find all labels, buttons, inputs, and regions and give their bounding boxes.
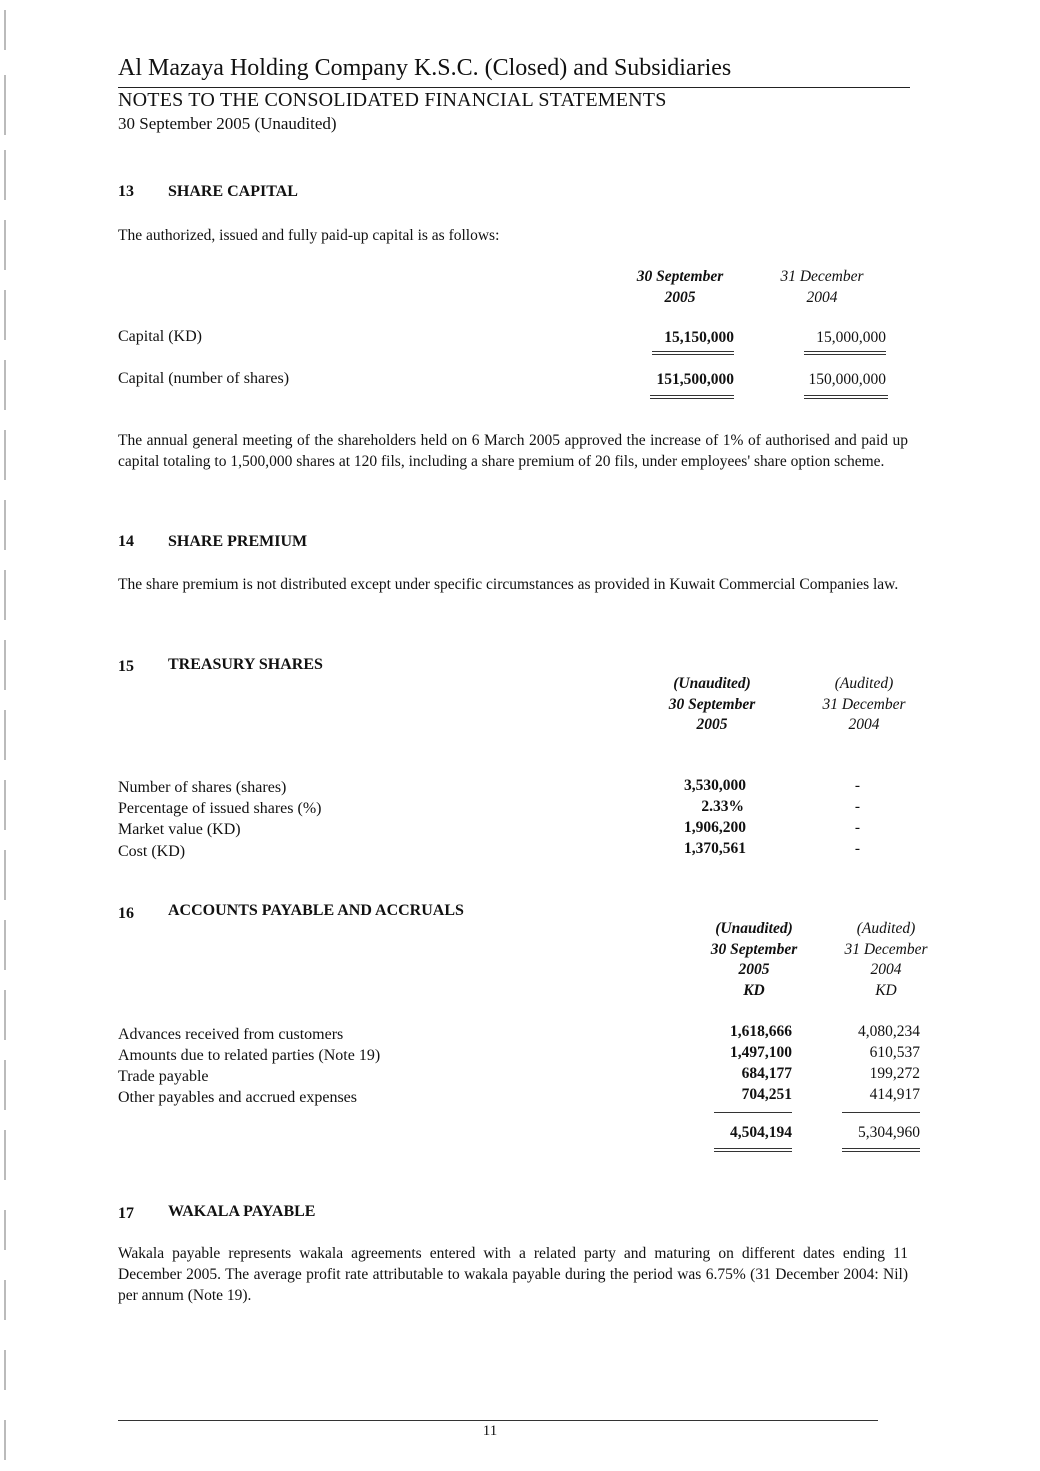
s15-row-label: Percentage of issued shares (%) bbox=[118, 800, 322, 817]
scan-edge-mark bbox=[4, 360, 6, 410]
s15-row-value-2005: 2.33% bbox=[701, 798, 744, 815]
s13-double-rule bbox=[804, 351, 886, 355]
s16-row-value-2005: 1,497,100 bbox=[730, 1044, 792, 1061]
s13-col-2005-header bbox=[610, 267, 750, 308]
s15-row-label: Cost (KD) bbox=[118, 843, 186, 860]
scan-edge-mark bbox=[4, 1420, 6, 1460]
s13-row-label: Capital (KD) bbox=[118, 328, 202, 345]
s16-total-2004: 5,304,960 bbox=[858, 1124, 920, 1141]
s16-col-2004-line1: (Audited) bbox=[856, 920, 916, 937]
s16-col-2005-header bbox=[684, 919, 824, 1001]
scan-edge-mark bbox=[4, 1060, 6, 1110]
section-14-paragraph: The share premium is not distributed except under specific circumstances as provided in Kuwait Commercial Companies law. bbox=[118, 576, 899, 593]
s16-col-2005-line3: 2005 bbox=[738, 961, 770, 978]
scan-edge-mark bbox=[4, 990, 6, 1040]
scan-edge-mark bbox=[4, 150, 6, 200]
scan-edge-mark bbox=[4, 220, 6, 270]
section-17-title: WAKALA PAYABLE bbox=[168, 1203, 316, 1220]
scan-edge-mark bbox=[4, 710, 6, 760]
section-17-paragraph: Wakala payable represents wakala agreements entered with a related party and maturing on different dates ending 11 December 2005. The average profit rate attributable to wakala payable during the period was 6.75% (31 December 2004: Nil) per annum (Note 19). bbox=[118, 1245, 908, 1304]
s13-double-rule bbox=[804, 395, 888, 399]
scan-edge-mark bbox=[4, 1350, 6, 1390]
s16-col-2004-line2: 31 December bbox=[844, 940, 928, 958]
s16-col-2004-line3: 2004 bbox=[870, 961, 902, 978]
s13-col-2004-header bbox=[752, 267, 892, 308]
scan-edge-mark bbox=[4, 1210, 6, 1250]
section-14-title: SHARE PREMIUM bbox=[168, 533, 308, 550]
s13-col-2005-line1: 30 September bbox=[636, 268, 724, 285]
s15-row-value-2005: 1,906,200 bbox=[684, 819, 746, 836]
s15-row-value-2004: - bbox=[854, 840, 860, 857]
s13-col-2004-line1: 31 December bbox=[780, 268, 864, 285]
section-16-title: ACCOUNTS PAYABLE AND ACCRUALS bbox=[168, 902, 464, 919]
s16-subtotal-rule bbox=[714, 1112, 792, 1113]
page-number: 11 bbox=[482, 1423, 498, 1439]
s16-row-value-2005: 684,177 bbox=[741, 1065, 792, 1082]
s16-total-double-rule bbox=[714, 1148, 792, 1152]
s16-col-2005-line4: KD bbox=[743, 981, 765, 999]
scan-edge-mark bbox=[4, 570, 6, 620]
s15-row-label: Number of shares (shares) bbox=[118, 779, 287, 796]
s13-double-rule bbox=[652, 351, 734, 355]
s16-total-2005: 4,504,194 bbox=[730, 1124, 792, 1141]
s15-col-2005-line1: (Unaudited) bbox=[673, 675, 751, 692]
notes-title: NOTES TO THE CONSOLIDATED FINANCIAL STATEMENTS bbox=[118, 89, 667, 111]
s15-col-2005-header bbox=[642, 674, 782, 736]
s16-row-label: Advances received from customers bbox=[118, 1026, 344, 1043]
section-14-number: 14 bbox=[118, 533, 134, 550]
s16-subtotal-rule bbox=[842, 1112, 920, 1113]
s15-col-2005-line2: 30 September bbox=[668, 695, 756, 713]
section-13-title: SHARE CAPITAL bbox=[168, 183, 298, 200]
scan-edge-mark bbox=[4, 1130, 6, 1180]
s15-col-2004-line2: 31 December bbox=[822, 695, 906, 713]
s13-row-value-2005: 151,500,000 bbox=[656, 371, 734, 388]
s15-col-2004-header bbox=[794, 674, 934, 736]
s15-col-2004-line3: 2004 bbox=[848, 716, 880, 733]
footer-rule bbox=[118, 1420, 878, 1421]
s15-row-value-2005: 1,370,561 bbox=[684, 840, 746, 857]
s16-col-2004-header bbox=[816, 919, 956, 1001]
s13-row-label: Capital (number of shares) bbox=[118, 370, 290, 387]
s16-row-label: Amounts due to related parties (Note 19) bbox=[118, 1047, 381, 1064]
s16-row-label: Other payables and accrued expenses bbox=[118, 1089, 357, 1106]
section-16-number: 16 bbox=[118, 905, 134, 922]
s16-row-value-2004: 414,917 bbox=[869, 1086, 920, 1103]
s16-row-value-2004: 199,272 bbox=[869, 1065, 920, 1082]
s16-row-value-2004: 4,080,234 bbox=[858, 1023, 920, 1040]
scan-edge-mark bbox=[4, 780, 6, 830]
company-name: Al Mazaya Holding Company K.S.C. (Closed) and Subsidiaries bbox=[118, 55, 732, 81]
s13-double-rule bbox=[650, 395, 734, 399]
s16-col-2005-line2: 30 September bbox=[710, 940, 798, 958]
scan-edge-mark bbox=[4, 290, 6, 340]
s16-row-label: Trade payable bbox=[118, 1068, 209, 1085]
section-13-intro: The authorized, issued and fully paid-up capital is as follows: bbox=[118, 227, 500, 244]
header-rule bbox=[118, 87, 910, 88]
scan-edge-mark bbox=[4, 850, 6, 900]
s13-row-value-2004: 15,000,000 bbox=[816, 329, 886, 346]
s16-row-value-2004: 610,537 bbox=[869, 1044, 920, 1061]
s15-col-2005-line3: 2005 bbox=[696, 716, 728, 733]
s15-row-label: Market value (KD) bbox=[118, 821, 241, 838]
s15-row-value-2004: - bbox=[854, 819, 860, 836]
s13-col-2004-line2: 2004 bbox=[806, 288, 838, 306]
s15-row-value-2004: - bbox=[854, 777, 860, 794]
s13-col-2005-line2: 2005 bbox=[664, 288, 696, 306]
s16-row-value-2005: 704,251 bbox=[741, 1086, 792, 1103]
scan-edge-mark bbox=[4, 10, 6, 50]
section-15-title: TREASURY SHARES bbox=[168, 656, 323, 673]
s15-row-value-2005: 3,530,000 bbox=[684, 777, 746, 794]
scan-edge-mark bbox=[4, 1280, 6, 1320]
s15-col-2004-line1: (Audited) bbox=[834, 675, 894, 692]
s13-row-value-2005: 15,150,000 bbox=[664, 329, 734, 346]
scan-edge-mark bbox=[4, 500, 6, 550]
scan-edge-mark bbox=[4, 75, 6, 135]
section-13-paragraph: The annual general meeting of the shareholders held on 6 March 2005 approved the increase of 1% of authorised and paid up capital totaling to 1,500,000 shares at 120 fils, including a share premium of 20 fils, under employees' share option scheme. bbox=[118, 432, 908, 470]
s15-row-value-2004: - bbox=[854, 798, 860, 815]
s13-row-value-2004: 150,000,000 bbox=[808, 371, 886, 388]
scan-edge-mark bbox=[4, 430, 6, 480]
report-period: 30 September 2005 (Unaudited) bbox=[118, 114, 337, 133]
section-15-number: 15 bbox=[118, 658, 134, 675]
scan-edge-mark bbox=[4, 920, 6, 970]
section-13-number: 13 bbox=[118, 183, 134, 200]
s16-col-2005-line1: (Unaudited) bbox=[715, 920, 793, 937]
scan-edge-mark bbox=[4, 640, 6, 690]
s16-total-double-rule bbox=[842, 1148, 920, 1152]
s16-row-value-2005: 1,618,666 bbox=[730, 1023, 792, 1040]
s16-col-2004-line4: KD bbox=[875, 981, 897, 999]
section-17-number: 17 bbox=[118, 1205, 134, 1222]
